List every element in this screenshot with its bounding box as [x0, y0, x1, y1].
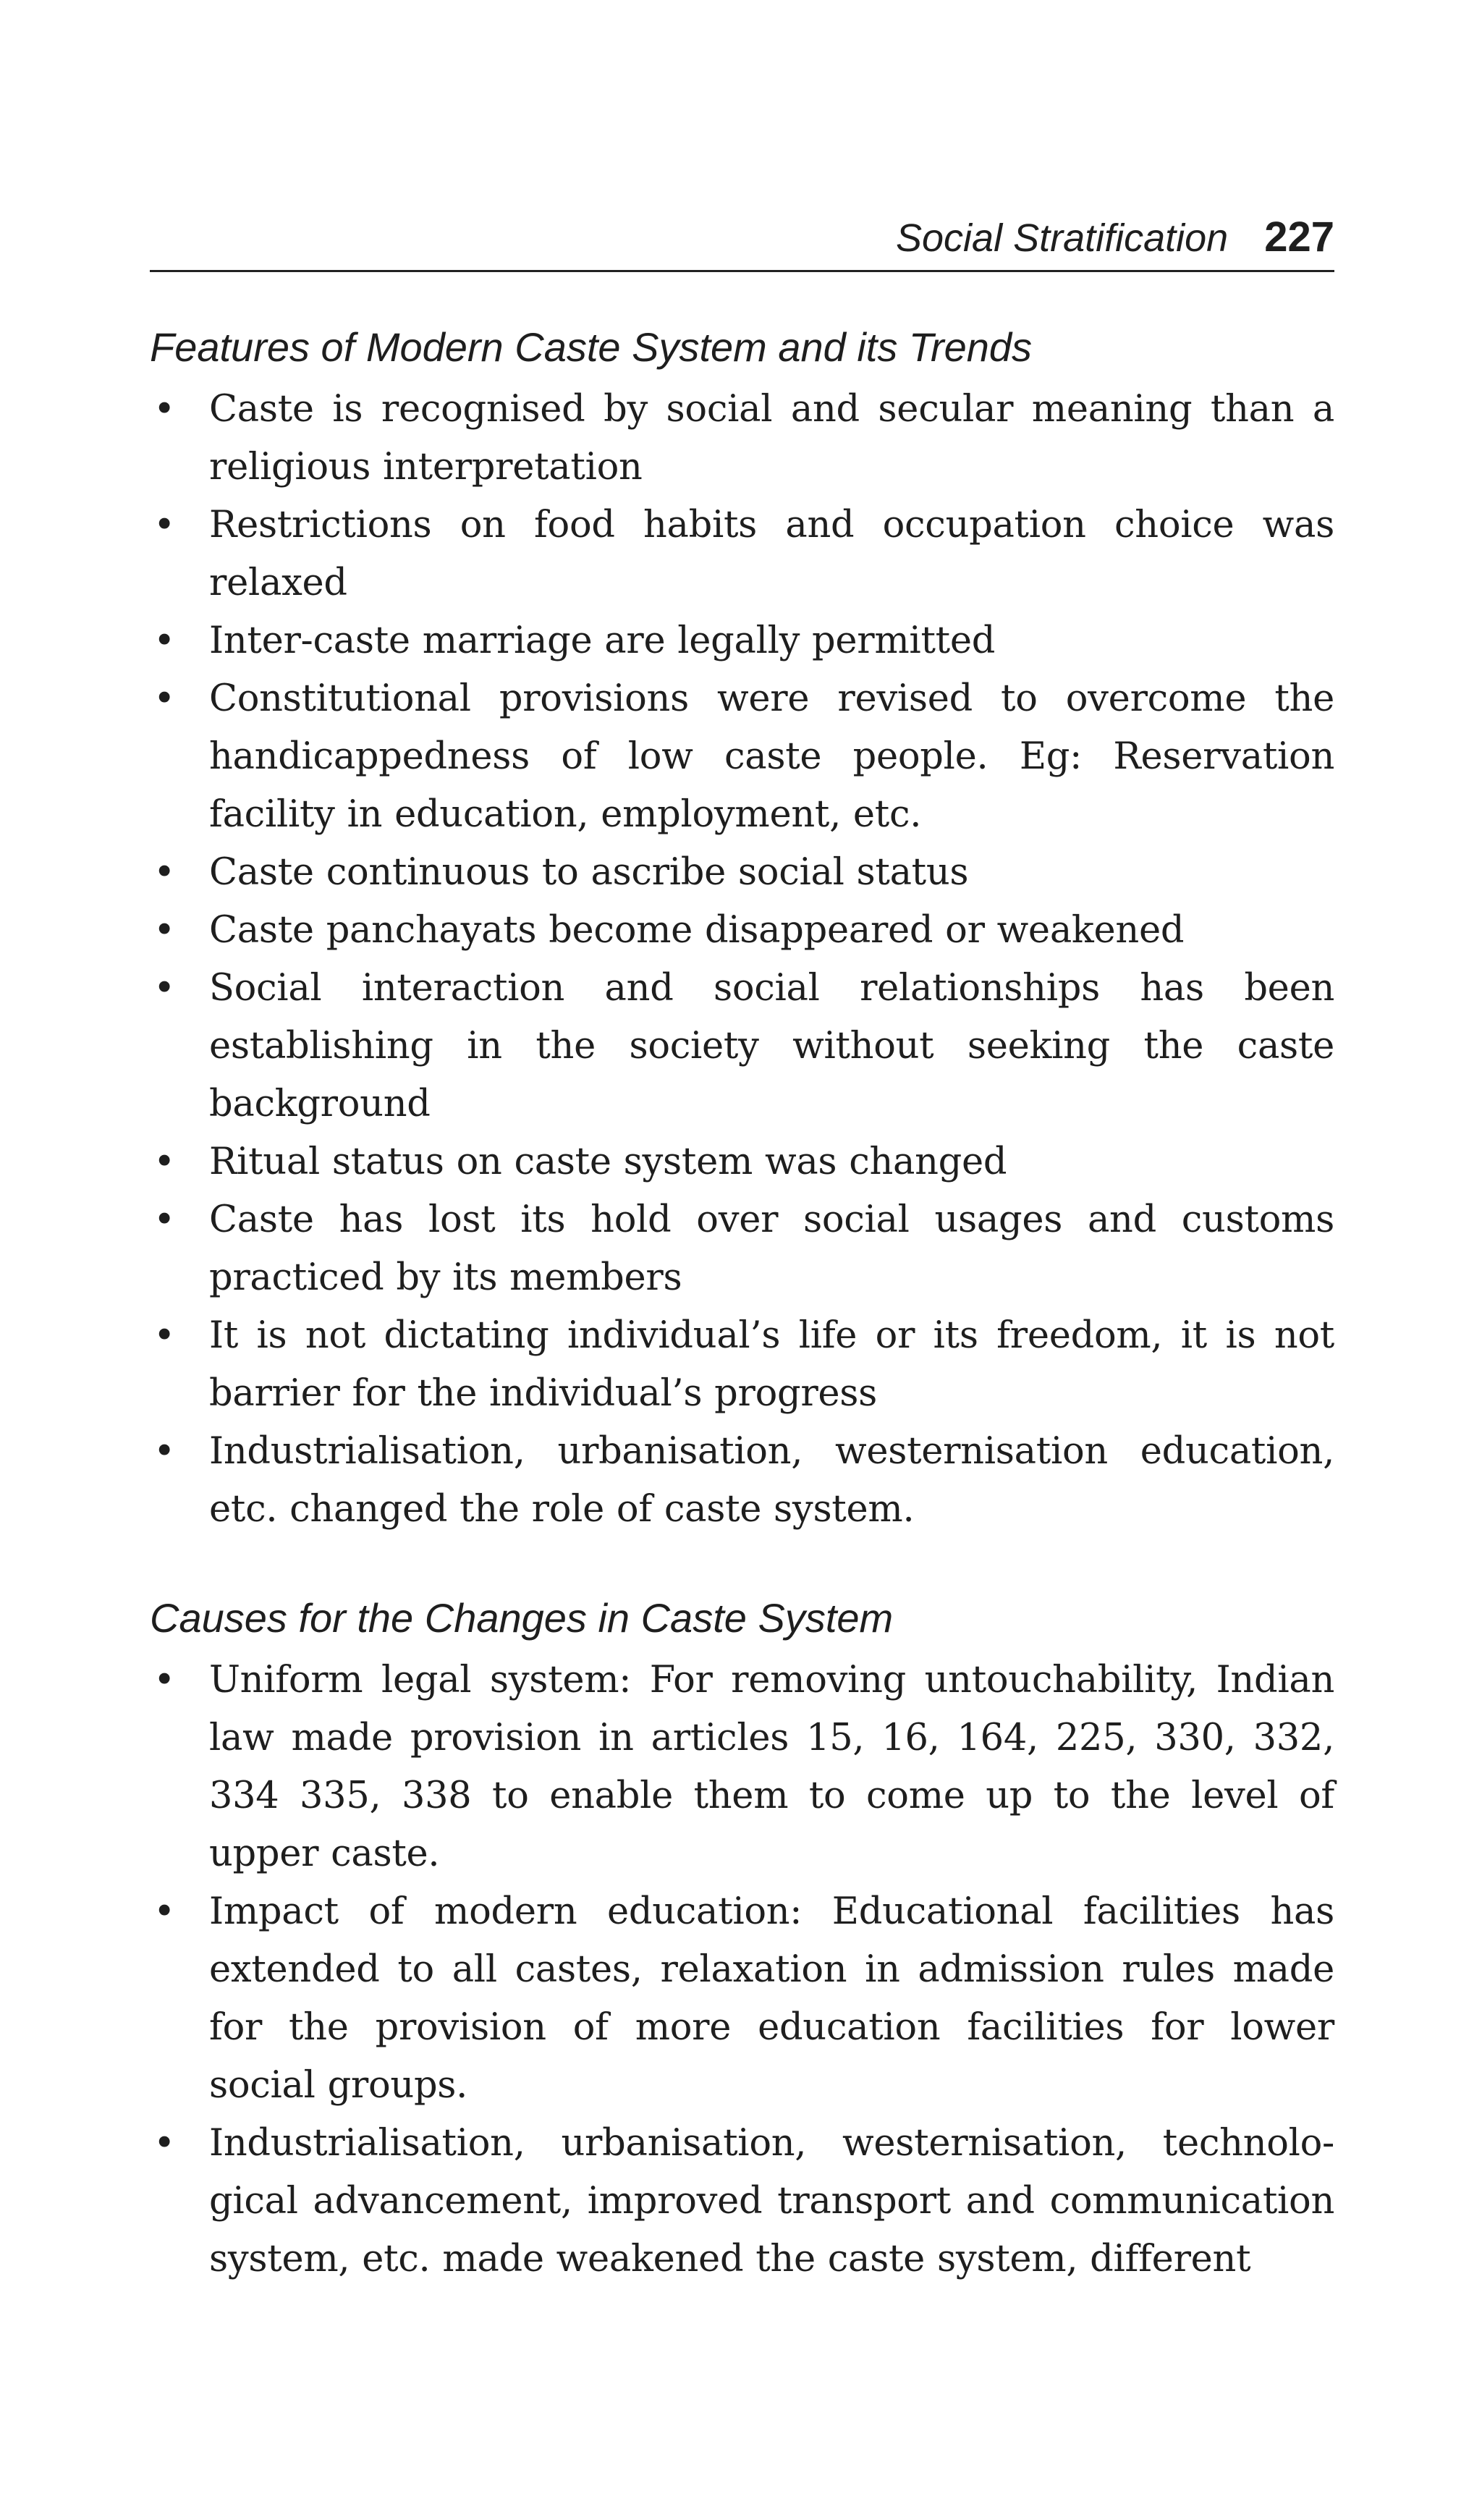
bullet-icon: •: [153, 388, 175, 431]
list-item: [150, 844, 1334, 902]
list-item-text: Caste is recognised by social and secular meaning than a religious interpretation: [209, 388, 1334, 489]
list-item-text: Constitutional provisions were revised to overcome the handicappedness of low caste people. Eg: Reservation facility in education, employment, etc.: [209, 677, 1334, 836]
bullet-icon: •: [153, 1198, 175, 1241]
list-item-text: Social interaction and social relationships has been establishing in the society without seeking the caste background: [209, 967, 1334, 1125]
bullet-icon: •: [153, 677, 175, 720]
bullet-icon: •: [153, 851, 175, 894]
list-item: [150, 1652, 1334, 1883]
running-header-text: [896, 213, 1334, 261]
section-heading: Causes for the Changes in Caste System: [150, 1595, 894, 1641]
bullet-icon: •: [153, 620, 175, 662]
list-item: [150, 1133, 1334, 1191]
list-item: [150, 1191, 1334, 1307]
bullet-icon: •: [153, 967, 175, 1010]
bullet-icon: •: [153, 1141, 175, 1183]
list-item-text: It is not dictating individual’s life or its freedom, it is not barrier for the individual’s progress: [209, 1314, 1334, 1415]
list-item: [150, 2115, 1334, 2288]
bullet-icon: •: [153, 1314, 175, 1357]
section-causes-for-changes: [150, 1589, 1334, 2288]
bullet-list: [150, 1652, 1334, 2288]
list-item-text: Impact of modern education: Educational facilities has extended to all castes, relaxation in admission rules made for the provision of more education facilities for lower social groups.: [209, 1890, 1334, 2107]
bullet-icon: •: [153, 1659, 175, 1701]
running-header: [150, 211, 1334, 272]
bullet-list: [150, 381, 1334, 1539]
bullet-icon: •: [153, 1890, 175, 1933]
list-item-text: Uniform legal system: For removing untouchability, Indian law made provision in articles 15, 16, 164, 225, 330, 332, 334 335, 338 to enable them to come up to the level of upper caste.: [209, 1659, 1334, 1875]
bullet-icon: •: [153, 909, 175, 952]
list-item-text: Caste continuous to ascribe social status: [209, 851, 969, 894]
page-number: 227: [1264, 213, 1334, 261]
section-features-modern-caste: [150, 318, 1334, 1539]
list-item-text: Inter-caste marriage are legally permitted: [209, 620, 996, 662]
list-item-text: Caste has lost its hold over social usages and customs practiced by its members: [209, 1198, 1334, 1299]
list-item: [150, 612, 1334, 670]
bullet-icon: •: [153, 1430, 175, 1473]
list-item: [150, 902, 1334, 960]
list-item: [150, 381, 1334, 496]
section-heading: Features of Modern Caste System and its Trends: [150, 324, 1033, 370]
list-item-text: Ritual status on caste system was changed: [209, 1141, 1007, 1183]
list-item: [150, 1423, 1334, 1539]
bullet-icon: •: [153, 504, 175, 546]
list-item: [150, 960, 1334, 1133]
list-item-text: Caste panchayats become disappeared or weakened: [209, 909, 1185, 952]
list-item-text: Industrialisation, urbanisation, westernisation, technolo-gical advancement, improved transport and communication system, etc. made weakened the caste system, different: [209, 2122, 1334, 2280]
list-item-text: Restrictions on food habits and occupation choice was relaxed: [209, 504, 1334, 604]
list-item: [150, 1307, 1334, 1423]
running-title: Social Stratification: [896, 216, 1229, 260]
list-item-text: Industrialisation, urbanisation, westernisation education, etc. changed the role of caste system.: [209, 1430, 1334, 1531]
bullet-icon: •: [153, 2122, 175, 2165]
list-item: [150, 496, 1334, 612]
list-item: [150, 1883, 1334, 2115]
list-item: [150, 670, 1334, 844]
